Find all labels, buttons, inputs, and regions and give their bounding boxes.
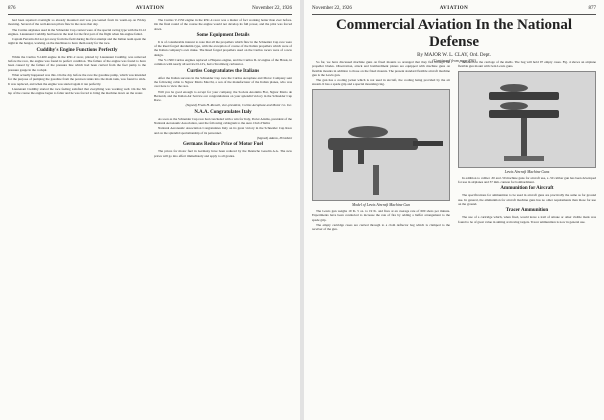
paragraph: In addition to caliber .30 and .50 machine guns for aircraft use, a .50 caliber gun has been developed for use in airplanes and 37 mm. cannon for bombardment. — [458, 175, 596, 185]
left-page — [0, 0, 300, 420]
paragraph: Lieutenant Cuddihy started the race feeling satisfied that everything was working well. On the 5th lap of the course the engine began to falter and he was forced to bring the machine down on the water. — [8, 86, 146, 96]
paragraph: mounted on the carriage of the shells. The bag will hold 97 empty cases. Fig. 4 shows an airplane flexible gun mount with twin Lewis guns. — [458, 60, 596, 69]
continued-note: (Continued from page 836) — [432, 58, 476, 63]
page-header — [312, 4, 596, 15]
issue-date: November 22, 1926 — [252, 6, 292, 11]
section-heading: N.A.A. Congratulates Italy — [194, 109, 252, 115]
paragraph: The Curtiss airplanes used in the Schneider Cup contest were of the special racing type with the D-12 engines. Lieutenant Cuddihy had been in the lead for the first part of the flight when his engine failed. — [8, 27, 146, 36]
issue-date: November 22, 1926 — [312, 6, 352, 11]
paragraph: It is of considerable interest to note that all the propellers which flew in the Schneider Cup race were of the Reed forged duralumin type, with the exception of course of the Italian propellers which were of the Italian company's own make. The Reed forged propellers used on the Curtiss racers were of a new design. — [154, 39, 292, 57]
signature: (Signed) Frank H. Russell, vice-president, Curtiss Aeroplane and Motor Co. Inc. — [185, 103, 292, 108]
paragraph: The empty cartridge cases are carried through to a cloth deflector bag which is clamped to the receiver of the gun. — [312, 222, 450, 232]
section-heading: Ammunition for Aircraft — [500, 186, 554, 192]
lewis-guns-photo — [458, 71, 596, 168]
paragraph: The specifications for ammunition to be used in aircraft guns are practically the same as for ground use. In general, the ammunition for aircraft machine guns has no other requirements than those for use on the ground. — [458, 193, 596, 207]
section-heading: Curtiss Congratulates the Italians — [186, 68, 260, 74]
signature: (Signed) Adams, President — [256, 135, 292, 140]
paragraph: The use of a cartridge which, when fired, would leave a trail of smoke or other visible mark was found to be of great value in aiming at moving targets. Tracer ammunition is now in general use. — [458, 215, 596, 224]
machine-gun-illustration — [313, 90, 449, 200]
section-heading: Some Equipment Details — [196, 32, 250, 38]
lewis-gun-model-photo — [312, 89, 450, 201]
paragraph: So far, we have discussed machine guns on fixed mounts so arranged that they fire through the propeller blades. Observation, attack and bombardment planes are equipped with machine guns on flexible mounts in addition to those on the fixed mounts. The present standard flexible aircraft machine gun is the Lewis gun. — [312, 60, 450, 77]
right-column-1 — [312, 60, 450, 233]
article-title: Commercial Aviation In the National Defense — [335, 17, 573, 50]
section-heading: Cuddihy's Engine Functions Perfectly — [36, 47, 118, 53]
paragraph: The Curtiss V-1550 engine in the R3C-4 racer was a matter of fact working better than ever before. On the final round of the course the engine would not develop its full power, and the pilot was forced down. — [154, 18, 292, 31]
left-column-1 — [8, 18, 146, 96]
right-page — [304, 0, 604, 420]
paragraph: The prices for motor fuel in Germany have been reduced by the Deutsche Gasolin A.G. The new prices will go into effect immediately and apply to all grades. — [154, 149, 292, 158]
section-heading: Germans Reduce Price of Motor Fuel — [182, 142, 264, 148]
paragraph: had been repaired overnight so already mounted and was pre-vented from its warm-up on Friday morning. Several of the well-known pilots flew in the races that day. — [8, 18, 146, 27]
paragraph: The V-1500 Curtiss engines replaced a Hispano engine, and the Curtiss D-12 engine of the Hawk, in common with nearly all service D-12's, had a Stromberg carburetor. — [154, 58, 292, 67]
paragraph: After the Italian success in the Schneider Cup race the Curtiss Aeroplane and Motor Company sent the following cable to Signor Mario Macchi, a son of the manufacturer of the Italian planes, who was over here to view the race. — [154, 75, 292, 89]
paragraph: Will you be good enough to accept for your company, the Societa Anonima Fiat, Signor Mario de Bernardi, and the Italian Air Service our congratulations on your splendid victory in the Schneider Cup Race. — [154, 89, 292, 103]
journal-name: AVIATION — [439, 6, 469, 11]
twin-guns-illustration — [459, 72, 595, 167]
byline: By MAJOR W. L. CLAY, Ord. Dept. — [417, 53, 491, 58]
paragraph: Captain Ferrarin did not get away from the field during his first attempt and the Italian team spent the night in the hangar, working on the machines to have them ready for the race. — [8, 37, 146, 46]
paragraph: While the Curtiss V-1400 engine in the R3C-2 racer, piloted by Lieutenant Cuddihy, was removed before the race, the engine was found in perfect condition. The failure of the engine was found to have been caused by the failure of the pressure line which had been carried from the fuel pump to the pressure gauge in the cockpit. — [8, 54, 146, 72]
paragraph: As soon as the Schneider Cup race had concluded with a win for Italy, Porter Adams, president of the National Aeronautic Association, sent the following cablegram to the Aero Club d'Italia: — [154, 116, 292, 126]
page-header — [8, 4, 292, 15]
left-column-2 — [154, 18, 292, 159]
paragraph: National Aeronautic Association Congratulates Italy on its great victory in the Schneider Cup Race and on the splendid sportsmanship of its personnel. — [154, 126, 292, 135]
journal-name: AVIATION — [135, 6, 165, 11]
figure-caption: Model of Lewis Aircraft Machine Gun — [352, 202, 410, 207]
paragraph: The Lewis gun weighs 19 lb. 5 oz. to 19 lb. and fires at an average rate of 600 shots per minute. Experiments have been conducted to increase the rate of fire by adding a buffer arrangement to the spade grip. — [312, 209, 450, 222]
paragraph: The gun has a cooling jacket which is not used in aircraft, the cooling being provided by the air stream. It has a spade grip and a special mounting ring. — [312, 78, 450, 87]
figure-caption: Lewis Aircraft Machine Guns — [504, 169, 550, 174]
paragraph: What actually happened was this. On the day before the race the gasoline pump, which was intended for the purpose of pumping the gasoline from the pontoon tanks into the main tank, was found to stick. It was replaced, and when the engine was started again it ran perfectly. — [8, 72, 146, 86]
article-title-block — [312, 17, 596, 63]
section-heading: Tracer Ammunition — [505, 208, 549, 214]
page-number: 876 — [8, 6, 16, 11]
page-number: 877 — [588, 6, 596, 11]
right-column-2 — [458, 60, 596, 225]
